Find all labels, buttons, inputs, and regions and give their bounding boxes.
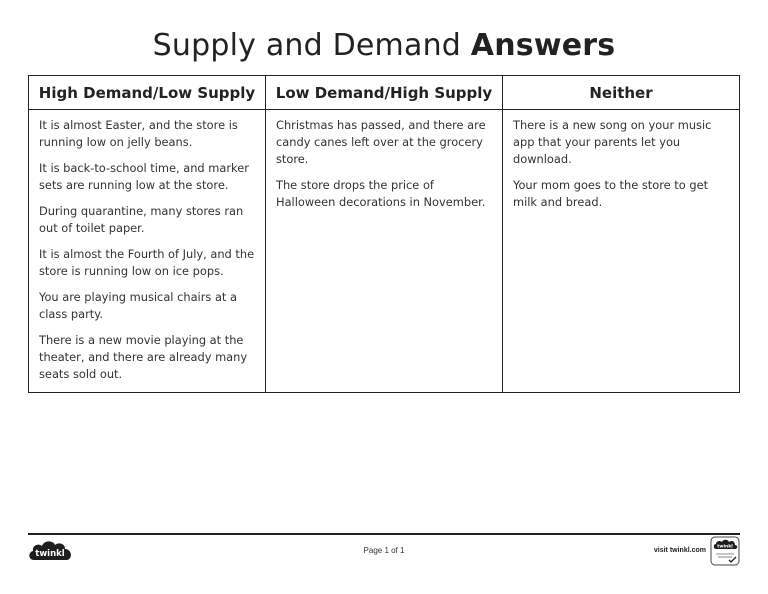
answers-row xyxy=(29,110,740,393)
answers-table xyxy=(28,75,740,393)
title-regular: Supply and Demand xyxy=(152,28,462,63)
column-neither xyxy=(503,110,740,393)
list-item: It is almost Easter, and the store is running low on jelly beans. xyxy=(39,118,238,149)
page-number: Page 1 of 1 xyxy=(363,546,405,555)
header-row xyxy=(29,76,740,110)
list-item: The store drops the price of Halloween decorations in November. xyxy=(276,178,486,209)
logo-text: twinkl xyxy=(35,549,65,559)
header-low-demand: Low Demand/High Supply xyxy=(266,76,503,110)
list-item: There is a new song on your music app that your parents let you download. xyxy=(513,118,712,166)
header-high-demand: High Demand/Low Supply xyxy=(29,76,266,110)
list-item: Your mom goes to the store to get milk and bread. xyxy=(513,178,709,209)
column-high-demand xyxy=(29,110,266,393)
list-item: You are playing musical chairs at a class party. xyxy=(39,290,237,321)
list-item: During quarantine, many stores ran out of toilet paper. xyxy=(39,204,244,235)
list-item: It is back-to-school time, and marker sets are running low at the store. xyxy=(39,161,249,192)
list-item: There is a new movie playing at the theater, and there are already many seats sold out. xyxy=(39,333,248,381)
footer-divider xyxy=(28,533,740,535)
page-title xyxy=(0,28,768,63)
list-item: It is almost the Fourth of July, and the store is running low on ice pops. xyxy=(39,247,255,278)
column-low-demand xyxy=(266,110,503,393)
header-neither: Neither xyxy=(503,76,740,110)
visit-link[interactable]: visit twinkl.com xyxy=(653,547,706,554)
quality-badge-icon xyxy=(710,536,740,566)
list-item: Christmas has passed, and there are candy canes left over at the grocery store. xyxy=(276,118,486,166)
badge-text: twinkl xyxy=(717,544,733,550)
title-bold: Answers xyxy=(470,28,616,63)
